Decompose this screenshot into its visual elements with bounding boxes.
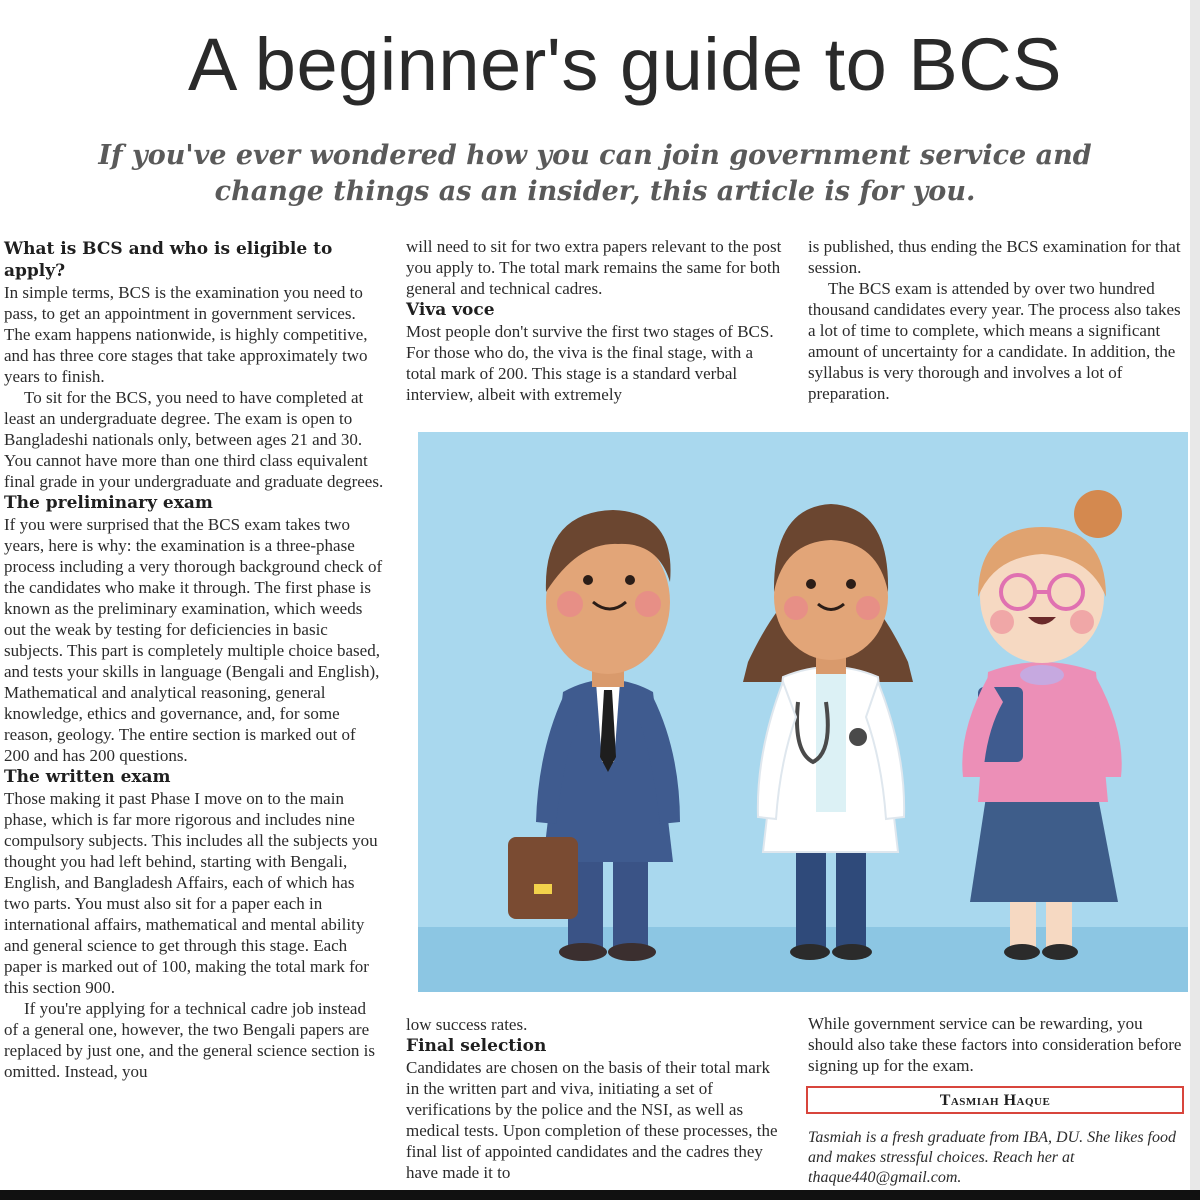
briefcase (508, 837, 578, 919)
author-byline: Tasmiah Haque (806, 1086, 1184, 1114)
illustration-three-professionals (418, 432, 1188, 992)
teacher-figure (962, 490, 1122, 960)
author-bio: Tasmiah is a fresh graduate from IBA, DU. She likes food and makes stressful choices. Reach her at thaque440@gmail.com. (808, 1129, 1176, 1186)
heading-written-exam: The written exam (4, 767, 171, 787)
heading-preliminary-exam: The preliminary exam (4, 493, 213, 513)
paragraph-technical-cadre: If you're applying for a technical cadre job instead of a general one, however, the two Bengali papers are replaced by just one, and the general science section is omitted. Instead, you (4, 999, 376, 1081)
paragraph-attendance: The BCS exam is attended by over two hundred thousand candidates every year. The process also takes a lot of time to complete, which means a significant amount of uncertainty for a candidate. In addition, the syllabus is very thorough and involves a lot of preparation. (808, 279, 1181, 403)
column-1 (4, 238, 384, 1082)
paragraph-final-selection: Candidates are chosen on the basis of their total mark in the written part and viva, initiating a set of verifications by the police and the NSI, as well as medical tests. Upon completion of these processes, the final list of appointed candidates and the cadres they have made it to (406, 1058, 778, 1182)
paragraph-success-rates: low success rates. (406, 1015, 528, 1034)
paragraph-extra-papers: will need to sit for two extra papers relevant to the post you apply to. The total mark remains the same for both general and technical cadres. (406, 237, 782, 298)
paragraph-written: Those making it past Phase I move on to the main phase, which is far more rigorous and includes nine compulsory subjects. This includes all the subjects you thought you had left behind, starting with Bengali, English, and Bangladesh Affairs, each of which has two parts. You must also sit for a paper each in international affairs, mathematical and mental ability and general science to get through this stage. Each paper is marked out of 100, making the total mark for this section 900. (4, 789, 378, 997)
column-2-bottom (406, 1014, 786, 1183)
heading-final-selection: Final selection (406, 1036, 547, 1056)
heading-viva-voce: Viva voce (406, 300, 495, 320)
article-subtitle: If you've ever wondered how you can join government service and change things as an insider, this article is for you. (98, 140, 1092, 207)
paragraph-conclusion: While government service can be rewarding, you should also take these factors into consideration before signing up for the exam. (808, 1014, 1182, 1075)
paragraph-eligibility: To sit for the BCS, you need to have completed at least an undergraduate degree. The exam is open to Bangladeshi nationals only, between ages 21 and 30. You cannot have more than one third class equivalent final grade in your undergraduate and graduate degrees. (4, 388, 384, 491)
paragraph-preliminary: If you were surprised that the BCS exam takes two years, here is why: the examination is a three-phase process including a very thorough background check of the candidates who make it through. The first phase is known as the preliminary examination, which weeds out the weak by testing for deficiencies in basic subjects. This part is completely multiple choice based, and tests your skills in language (Bengali and English), Mathematical and analytical reasoning, general knowledge, ethics and governance, and, for some reason, geology. The entire section is marked out of 200 and has 200 questions. (4, 515, 383, 765)
page-bottom-edge (0, 1190, 1200, 1200)
column-2-top (406, 236, 786, 405)
page-edge (1190, 0, 1200, 1200)
paragraph-viva: Most people don't survive the first two stages of BCS. For those who do, the viva is the final stage, with a total mark of 200. This stage is a standard verbal interview, albeit with extremely (406, 322, 774, 404)
paragraph-published: is published, thus ending the BCS examination for that session. (808, 237, 1181, 277)
column-3-bottom (808, 1013, 1188, 1076)
article-title: A beginner's guide to BCS (187, 23, 1063, 106)
heading-what-is-bcs: What is BCS and who is eligible to apply? (4, 239, 333, 281)
column-3-top (808, 236, 1188, 404)
paragraph-intro: In simple terms, BCS is the examination you need to pass, to get an appointment in government services. The exam happens nationwide, is highly competitive, and has three core stages that take approximately two years to finish. (4, 283, 368, 386)
